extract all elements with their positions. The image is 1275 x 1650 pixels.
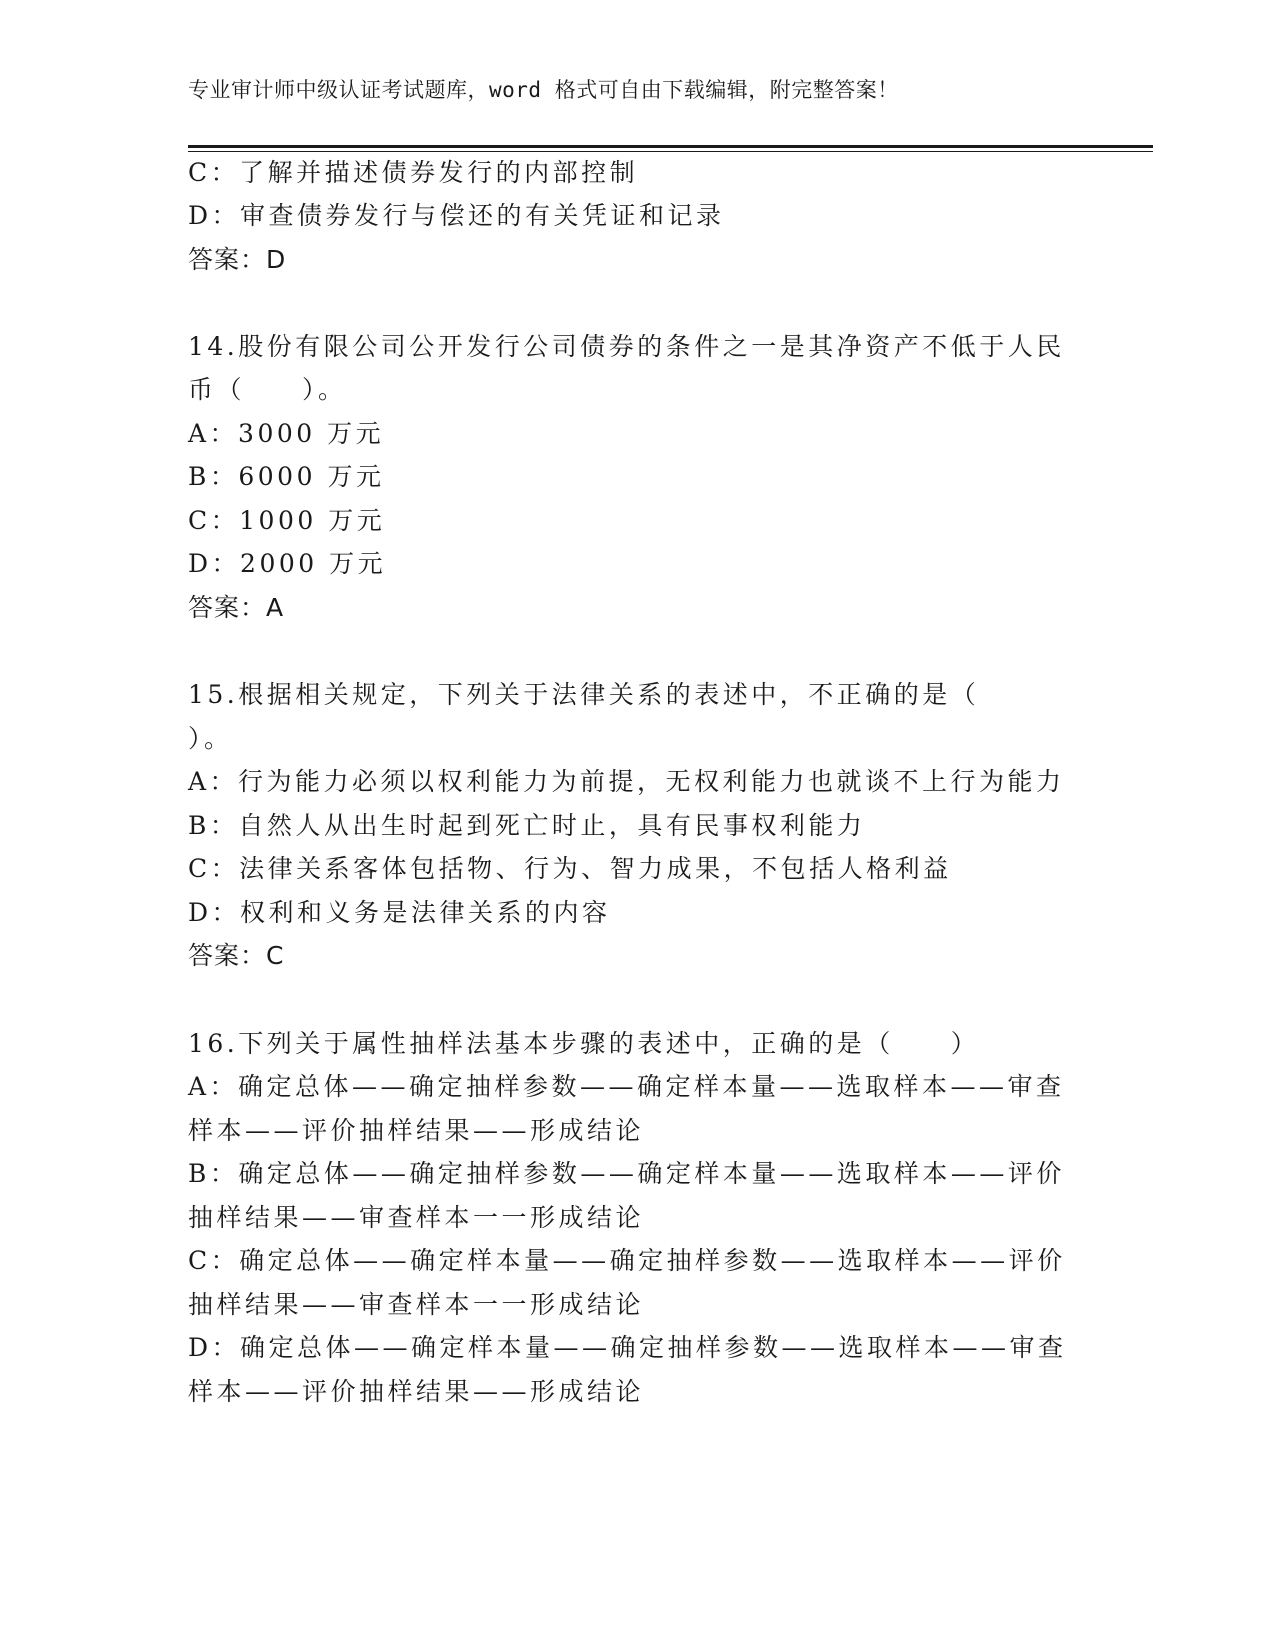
q15-option-a: A：行为能力必须以权利能力为前提，无权利能力也就谈不上行为能力 xyxy=(188,767,1065,796)
q16-option-b-line-1: B：确定总体——确定抽样参数——确定样本量——选取样本——评价 xyxy=(188,1159,1065,1188)
q15-option-b: B：自然人从出生时起到死亡时止，具有民事权利能力 xyxy=(188,811,866,840)
q14-stem-line-2: 币（ ）。 xyxy=(188,375,347,404)
q16-option-d-line-2: 样本——评价抽样结果——形成结论 xyxy=(188,1377,645,1406)
q14-option-a: A：3000 万元 xyxy=(188,419,385,448)
q16-option-d-line-1: D：确定总体——确定样本量——确定抽样参数——选取样本——审查 xyxy=(188,1333,1067,1362)
q14-answer: 答案：A xyxy=(188,593,285,622)
q16-option-a-line-2: 样本——评价抽样结果——形成结论 xyxy=(188,1116,645,1145)
q16-option-a-line-1: A：确定总体——确定抽样参数——确定样本量——选取样本——审查 xyxy=(188,1072,1065,1101)
q16-option-b-line-2: 抽样结果——审查样本一一形成结论 xyxy=(188,1203,645,1232)
q15-stem-line-2: ）。 xyxy=(188,724,233,753)
page-header: 专业审计师中级认证考试题库，word 格式可自由下载编辑，附完整答案！ xyxy=(188,78,899,102)
header-divider-thick xyxy=(188,145,1153,148)
q14-option-b: B：6000 万元 xyxy=(188,462,385,491)
q14-option-c: C：1000 万元 xyxy=(188,506,386,535)
q16-option-c-line-2: 抽样结果——审查样本一一形成结论 xyxy=(188,1290,645,1319)
q13-option-d: D：审查债券发行与偿还的有关凭证和记录 xyxy=(188,201,725,230)
q13-answer: 答案：D xyxy=(188,245,287,274)
q14-option-d: D：2000 万元 xyxy=(188,549,387,578)
q15-answer: 答案：C xyxy=(188,941,285,970)
q15-option-c: C：法律关系客体包括物、行为、智力成果，不包括人格利益 xyxy=(188,854,952,883)
q15-stem-line-1: 15.根据相关规定，下列关于法律关系的表述中，不正确的是（ xyxy=(188,680,980,709)
q16-stem: 16.下列关于属性抽样法基本步骤的表述中，正确的是（ ） xyxy=(188,1029,980,1058)
q13-option-c: C：了解并描述债券发行的内部控制 xyxy=(188,158,639,187)
q16-option-c-line-1: C：确定总体——确定样本量——确定抽样参数——选取样本——评价 xyxy=(188,1246,1066,1275)
header-divider-thin xyxy=(188,151,1153,152)
q14-stem-line-1: 14.股份有限公司公开发行公司债券的条件之一是其净资产不低于人民 xyxy=(188,332,1065,361)
q15-option-d: D：权利和义务是法律关系的内容 xyxy=(188,898,611,927)
